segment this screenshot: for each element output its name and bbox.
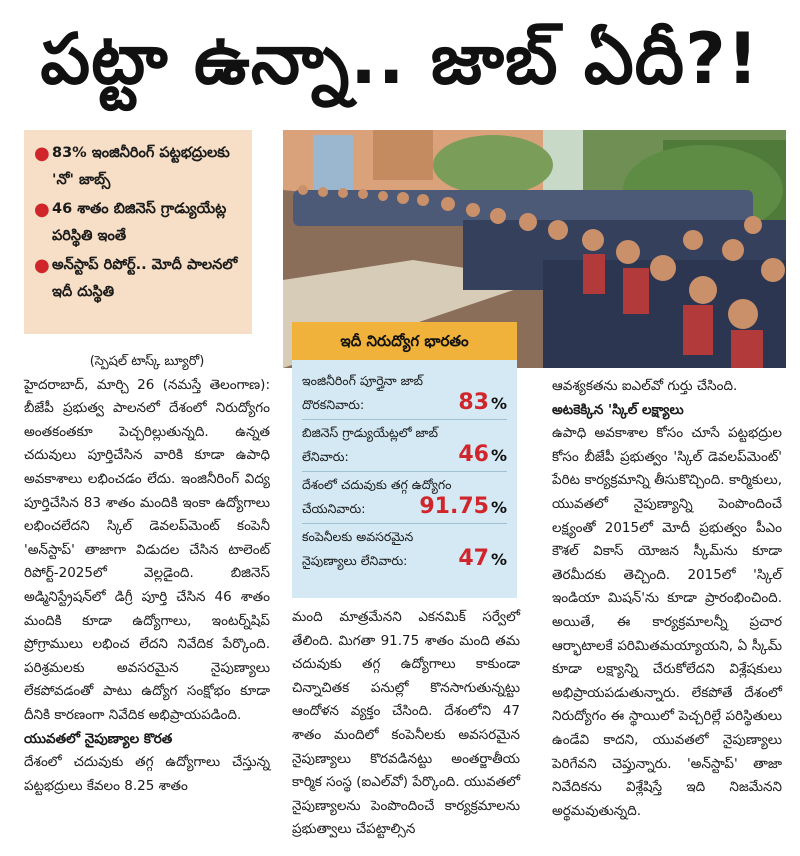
article-column-1	[24, 350, 270, 798]
stat-value: 91.75 %	[419, 494, 507, 519]
stat-item: ఇంజినీరింగ్ పూర్తైనా జాబ్ దొరకనివారు: 83 %	[302, 368, 507, 420]
article-column-3	[552, 375, 782, 823]
stat-item: కంపెనీలకు అవసరమైన నైపుణ్యాలు లేనివారు: 47 %	[302, 529, 507, 571]
article-paragraph: ఆవశ్యకతను ఐఎల్‌వో గుర్తు చేసింది.	[552, 378, 738, 394]
stat-value: 83 %	[458, 390, 507, 415]
highlight-item: ● అన్‌స్టాప్ రిపోర్ట్.. మోదీ పాలనలో ఇదీ దుస్థితి	[34, 252, 244, 306]
subheading: అటకెక్కిన 'స్కిల్ లక్ష్యాలు	[552, 401, 684, 418]
highlights-box	[24, 130, 252, 334]
article-paragraph: దేశంలో చదువుకు తగ్గ ఉద్యోగాలు చేస్తున్న పట్టభద్రులు కేవలం 8.25 శాతం	[24, 754, 270, 794]
stat-value: 47 %	[458, 546, 507, 571]
stat-item: బిజినెస్ గ్రాడ్యుయేట్లలో జాబ్ లేనివారు: 46 %	[302, 420, 507, 472]
stat-value: 46 %	[458, 442, 507, 467]
article-paragraph: హైదరాబాద్, మార్చి 26 (నమస్తే తెలంగాణ): బీజేపీ ప్రభుత్వ పాలనలో దేశంలో నిరుద్యోగం అంతకంతకూ పెచ్చరిల్లుతున్నది. ఉన్నత చదువులు పూర్తిచేసిన వారికి కూడా ఉపాధి అవకాశాలు లభించడం లేదు. ఇంజినీరింగ్ విద్య పూర్తిచేసిన 83 శాతం మందికి ఇంకా ఉద్యోగాలు లభించలేదని స్కిల్ డెవలప్‌మెంట్ కంపెనీ 'అన్‌స్టాప్' తాజాగా విడుదల చేసిన టాలెంట్ రిపోర్ట్-2025లో వెల్లడైంది. బిజినెస్ అడ్మినిస్ట్రేషన్‌లో డిగ్రీ పూర్తి చేసిన 46 శాతం మందికి కూడా ఉద్యోగాలు, ఇంటర్న్‌షిప్ ప్రోగ్రాములు లభించ లేదని నివేదిక పేర్కొంది. పరిశ్రమలకు అవసరమైన నైపుణ్యాలు లేకపోవడంతో పాటు ఉద్యోగ సంక్షోభం కూడా దీనికి కారణంగా నివేదిక అభిప్రాయపడింది.	[24, 376, 270, 723]
article-paragraph: మంది మాత్రమేనని ఎకనమిక్ సర్వేలో తేలింది. మిగతా 91.75 శాతం మంది తమ చదువుకు తగ్గ ఉద్యోగాలు కాకుండా చిన్నాచితక పనుల్లో కొనసాగుతున్నట్టు ఆందోళన వ్యక్తం చేసింది. దేశంలోని 47 శాతం మందిలో కంపెనీలకు అవసరమైన నైపుణ్యాలు కొరవడినట్టు అంతర్జాతీయ కార్మిక సంస్థ (ఐఎల్‌వో) పేర్కొంది. యువతలో నైపుణ్యాలను పెంపొందించే కార్యక్రమాలను ప్రభుత్వాలు చేపట్టాల్సిన	[292, 609, 520, 838]
byline: (స్పెషల్ టాస్క్ బ్యూరో)	[89, 354, 205, 369]
bullet-icon: ●	[34, 143, 50, 164]
subheading: యువతలో నైపుణ్యాల కొరత	[24, 730, 173, 747]
highlight-item: ● 46 శాతం బిజినెస్ గ్రాడ్యుయేట్ల పరిస్థితి ఇంతే	[34, 196, 244, 250]
bullet-icon: ●	[34, 255, 50, 276]
highlight-item: ● 83% ఇంజినీరింగ్ పట్టభద్రులకు 'నో' జాబ్స్	[34, 140, 244, 194]
article-column-2	[292, 606, 520, 842]
stat-item: దేశంలో చదువుకు తగ్గ ఉద్యోగం చేయనివారు: 91.75 %	[302, 472, 507, 524]
article-paragraph: ఉపాధి అవకాశాల కోసం చూసే పట్టభద్రుల కోసం బీజేపీ ప్రభుత్వం 'స్కిల్ డెవలప్‌మెంట్' పేరిట కార్యక్రమాన్ని తీసుకొచ్చింది. కార్మికులు, యువతలో నైపుణ్యాన్ని పెంపొందించే లక్ష్యంతో 2015లో మోదీ ప్రభుత్వం పీఎం కౌశల్ వికాస్ యోజన స్కీమ్‌ను కూడా తెరమీదకు తెచ్చింది. 2015లో 'స్కిల్ ఇండియా మిషన్'ను కూడా ప్రారంభించింది. అయితే, ఈ కార్యక్రమాలన్నీ ప్రచార ఆర్భాటాలకే పరిమితమయ్యాయని, ఏ స్కీమ్ కూడా లక్ష్యాన్ని చేరుకోలేదని విశ్లేషకులు అభిప్రాయపడుతున్నారు. లేకపోతే దేశంలో నిరుద్యోగం ఈ స్థాయిలో పెచ్చరిల్లే పరిస్థితులు ఉండేవి కాదని, యువతలో నైపుణ్యాలు పెరిగేవని చెప్తున్నారు. 'అన్‌స్టాప్' తాజా నివేదికను విశ్లేషిస్తే ఇది నిజమేనని అర్థమవుతున్నది.	[552, 425, 782, 819]
bullet-icon: ●	[34, 199, 50, 220]
page-title: పట్టా ఉన్నా.. జాబ్ ఏదీ?!	[40, 18, 760, 100]
stats-box	[292, 360, 517, 598]
stats-box-title: ఇదీ నిరుద్యోగ భారతం	[292, 322, 517, 360]
